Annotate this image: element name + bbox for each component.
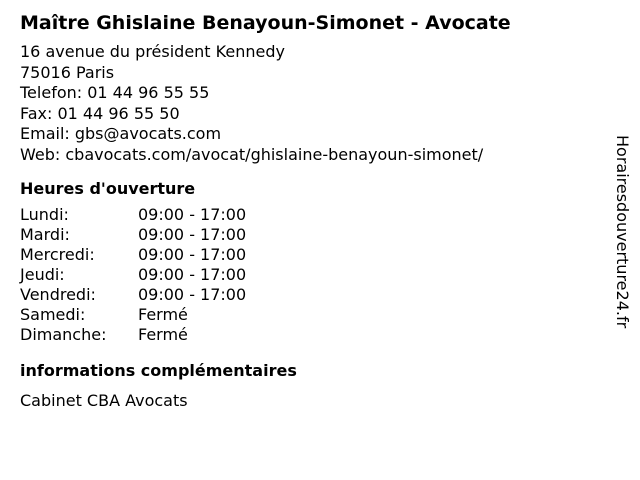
- address-city: 75016 Paris: [20, 62, 115, 82]
- listing-card: [20, 10, 600, 411]
- hours-row-vendredi: [20, 285, 600, 305]
- phone-line: Telefon: 01 44 96 55 55: [20, 83, 210, 102]
- day-hours: Fermé: [138, 305, 188, 324]
- day-label: Lundi:: [20, 205, 69, 224]
- site-watermark: Horairesdouverture24.fr: [613, 135, 632, 329]
- day-label: Vendredi:: [20, 285, 96, 304]
- hours-row-lundi: [20, 205, 600, 225]
- day-hours: 09:00 - 17:00: [138, 225, 247, 244]
- hours-row-mercredi: [20, 245, 600, 265]
- info-heading: informations complémentaires: [20, 361, 297, 380]
- page-title: Maître Ghislaine Benayoun-Simonet - Avocate: [20, 12, 511, 34]
- day-hours: Fermé: [138, 325, 188, 344]
- day-hours: 09:00 - 17:00: [138, 205, 247, 224]
- day-label: Mercredi:: [20, 245, 95, 264]
- address-street: 16 avenue du président Kennedy: [20, 42, 285, 61]
- email-line: Email: gbs@avocats.com: [20, 124, 222, 143]
- fax-line: Fax: 01 44 96 55 50: [20, 103, 180, 123]
- day-hours: 09:00 - 17:00: [138, 245, 247, 264]
- hours-row-mardi: [20, 225, 600, 245]
- hours-row-samedi: [20, 305, 600, 325]
- day-hours: 09:00 - 17:00: [138, 265, 247, 284]
- hours-table: [20, 205, 600, 345]
- day-hours: 09:00 - 17:00: [138, 285, 247, 304]
- web-line: Web: cbavocats.com/avocat/ghislaine-benayoun-simonet/: [20, 144, 484, 164]
- day-label: Mardi:: [20, 225, 70, 244]
- info-text: Cabinet CBA Avocats: [20, 391, 188, 410]
- hours-row-jeudi: [20, 265, 600, 285]
- day-label: Samedi:: [20, 305, 86, 324]
- hours-heading: Heures d'ouverture: [20, 179, 196, 198]
- day-label: Dimanche:: [20, 325, 107, 344]
- contact-block: [20, 42, 600, 165]
- day-label: Jeudi:: [20, 265, 65, 284]
- hours-row-dimanche: [20, 325, 600, 345]
